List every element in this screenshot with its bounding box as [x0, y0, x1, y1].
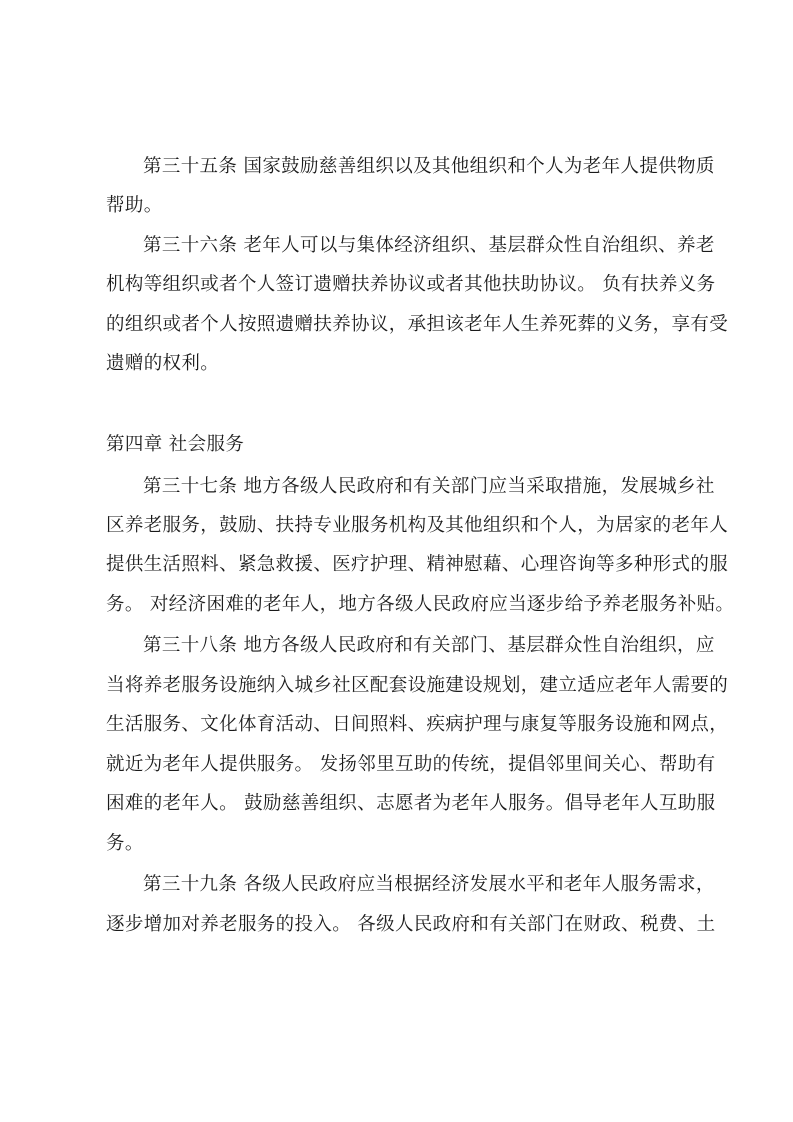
article-37-line-1: 第三十七条 地方各级人民政府和有关部门应当采取措施，发展城乡社: [143, 476, 715, 497]
article-37-line-2: 区养老服务，鼓励、扶持专业服务机构及其他组织和个人，为居家的老年人: [106, 515, 729, 536]
article-35-line-2: 帮助。: [106, 195, 163, 216]
article-38-line-3: 生活服务、文化体育活动、日间照料、疾病护理与康复等服务设施和网点，: [106, 714, 729, 735]
article-39-line-1: 第三十九条 各级人民政府应当根据经济发展水平和老年人服务需求，: [143, 874, 715, 895]
chapter-heading: 第四章 社会服务: [106, 434, 245, 455]
article-36-line-1: 第三十六条 老年人可以与集体经济组织、基层群众性自治组织、养老: [143, 235, 715, 256]
article-38-line-1: 第三十八条 地方各级人民政府和有关部门、基层群众性自治组织，应: [143, 635, 715, 656]
article-37-line-4: 务。 对经济困难的老年人，地方各级人民政府应当逐步给予养老服务补贴。: [106, 594, 735, 615]
article-39-line-2: 逐步增加对养老服务的投入。 各级人民政府和有关部门在财政、税费、土: [106, 914, 716, 935]
article-36-line-2: 机构等组织或者个人签订遗赠扶养协议或者其他扶助协议。 负有扶养义务: [106, 274, 716, 295]
article-38-line-4: 就近为老年人提供服务。 发扬邻里互助的传统，提倡邻里间关心、帮助有: [106, 754, 716, 775]
article-38-line-6: 务。: [106, 833, 144, 854]
article-38-line-2: 当将养老服务设施纳入城乡社区配套设施建设规划，建立适应老年人需要的: [106, 675, 729, 696]
article-36-line-4: 遗赠的权利。: [106, 353, 220, 374]
article-38-line-5: 困难的老年人。 鼓励慈善组织、志愿者为老年人服务。倡导老年人互助服: [106, 793, 716, 814]
article-37-line-3: 提供生活照料、紧急救援、医疗护理、精神慰藉、心理咨询等多种形式的服: [106, 554, 729, 575]
article-36-line-3: 的组织或者个人按照遗赠扶养协议，承担该老年人生养死葬的义务，享有受: [106, 314, 729, 335]
article-35-line-1: 第三十五条 国家鼓励慈善组织以及其他组织和个人为老年人提供物质: [143, 156, 715, 177]
